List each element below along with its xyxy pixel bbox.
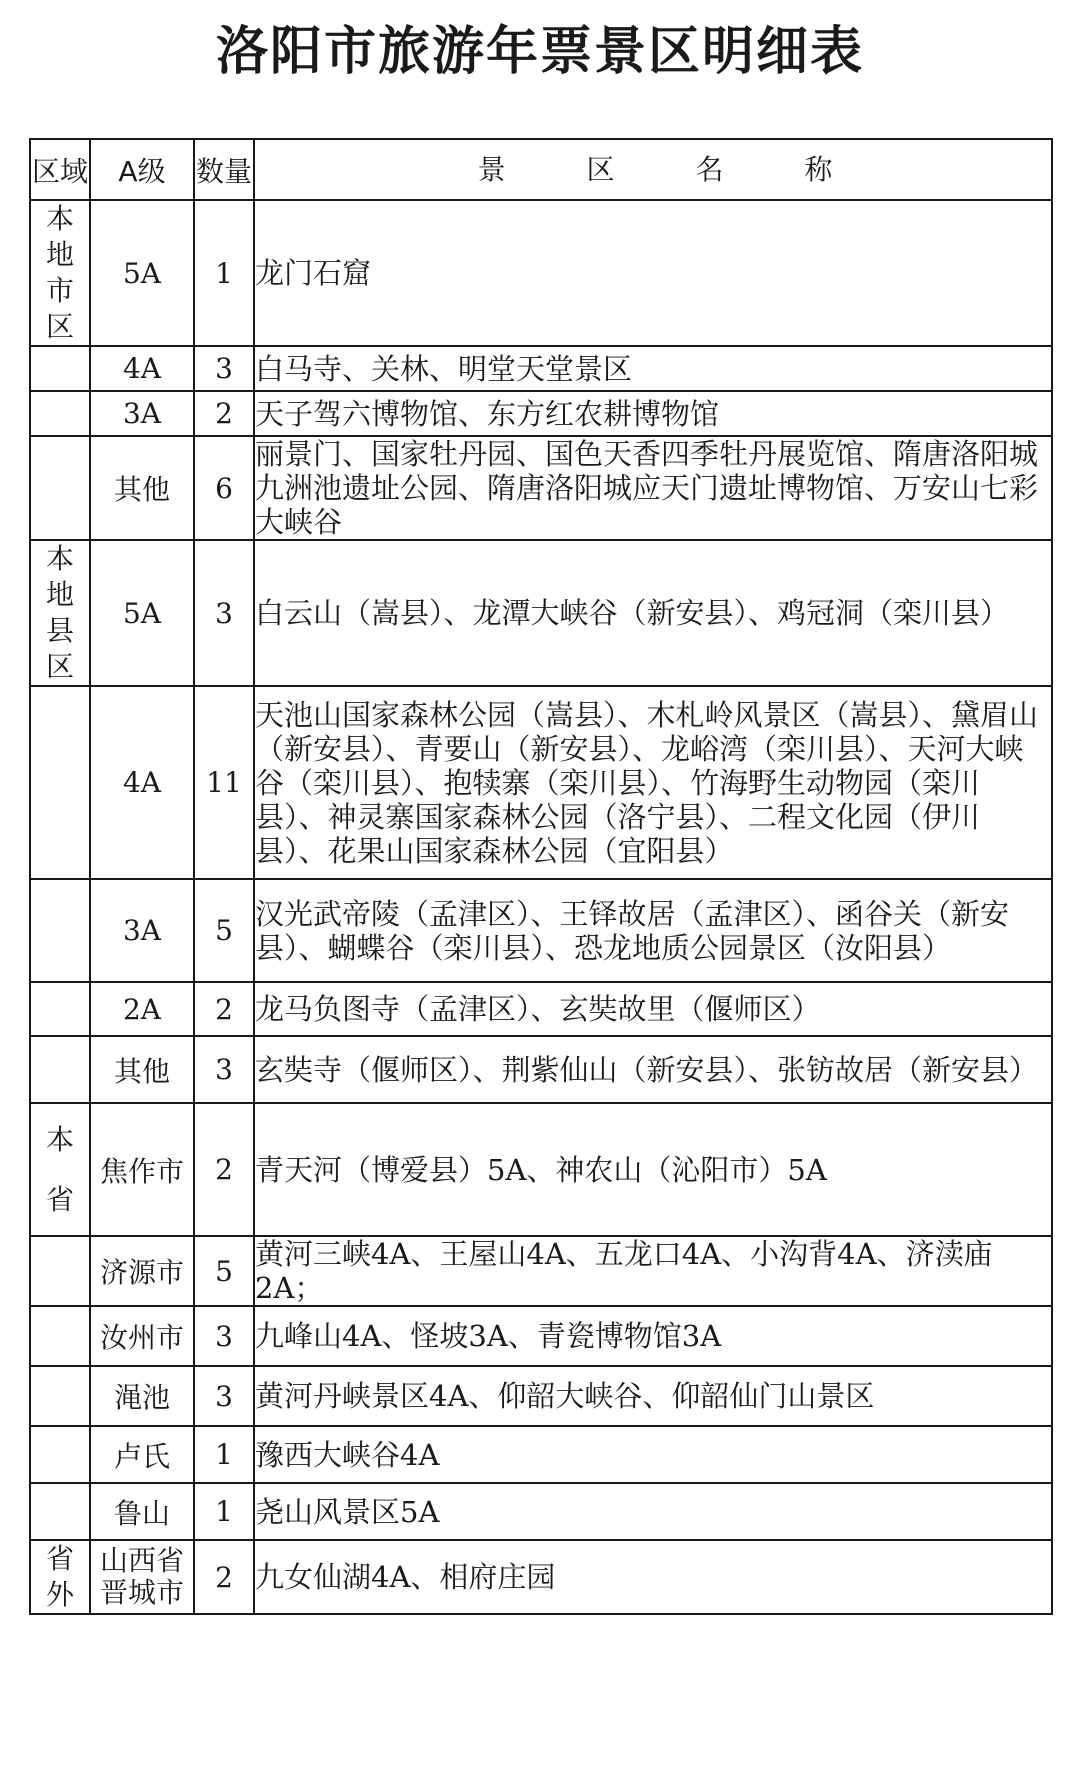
table-row <box>30 1366 1052 1426</box>
region-cell <box>30 1540 90 1614</box>
name-cell: 龙马负图寺（孟津区）、玄奘故里（偃师区） <box>254 982 1052 1036</box>
count-cell: 3 <box>194 1366 254 1426</box>
table-row <box>30 1103 1052 1236</box>
name-cell: 丽景门、国家牡丹园、国色天香四季牡丹展览馆、隋唐洛阳城九洲池遗址公园、隋唐洛阳城应天门遗址博物馆、万安山七彩大峡谷 <box>254 436 1052 540</box>
scenic-spot-table <box>29 138 1053 1615</box>
level-cell: 4A <box>90 346 194 391</box>
table-row <box>30 1540 1052 1614</box>
region-label: 本省 <box>45 1122 74 1216</box>
level-cell <box>90 1540 194 1614</box>
table-row <box>30 1483 1052 1540</box>
name-cell: 天子驾六博物馆、东方红农耕博物馆 <box>254 391 1052 436</box>
region-cell <box>30 1483 90 1540</box>
region-cell <box>30 1366 90 1426</box>
region-label: 本地市区 <box>45 202 74 343</box>
name-cell: 白马寺、关林、明堂天堂景区 <box>254 346 1052 391</box>
level-cell: 2A <box>90 982 194 1036</box>
table-row <box>30 200 1052 346</box>
count-cell: 11 <box>194 686 254 879</box>
count-cell: 1 <box>194 1483 254 1540</box>
count-cell: 2 <box>194 391 254 436</box>
name-cell: 九峰山4A、怪坡3A、青瓷博物馆3A <box>254 1306 1052 1366</box>
level-label: 山西省晋城市 <box>99 1544 184 1609</box>
name-cell: 尧山风景区5A <box>254 1483 1052 1540</box>
level-cell: 渑池 <box>90 1366 194 1426</box>
region-cell <box>30 346 90 391</box>
table-row <box>30 1036 1052 1103</box>
count-cell: 1 <box>194 200 254 346</box>
header-level: A级 <box>90 139 194 200</box>
level-cell: 4A <box>90 686 194 879</box>
count-cell: 3 <box>194 346 254 391</box>
table-row <box>30 1306 1052 1366</box>
region-cell <box>30 1306 90 1366</box>
name-cell: 豫西大峡谷4A <box>254 1426 1052 1483</box>
name-cell: 龙门石窟 <box>254 200 1052 346</box>
table-row <box>30 686 1052 879</box>
level-cell: 济源市 <box>90 1236 194 1306</box>
region-cell <box>30 200 90 346</box>
level-cell: 3A <box>90 391 194 436</box>
count-cell: 1 <box>194 1426 254 1483</box>
name-cell: 黄河丹峡景区4A、仰韶大峡谷、仰韶仙门山景区 <box>254 1366 1052 1426</box>
name-cell: 天池山国家森林公园（嵩县）、木札岭风景区（嵩县）、黛眉山（新安县）、青要山（新安县）、龙峪湾（栾川县）、天河大峡谷（栾川县）、抱犊寨（栾川县）、竹海野生动物园（栾川县）、神灵寨国家森林公园（洛宁县）、二程文化园（伊川县）、花果山国家森林公园（宜阳县） <box>254 686 1052 879</box>
count-cell: 3 <box>194 540 254 686</box>
region-cell <box>30 686 90 879</box>
region-cell <box>30 1036 90 1103</box>
table-row <box>30 1426 1052 1483</box>
count-cell: 3 <box>194 1036 254 1103</box>
count-cell: 5 <box>194 1236 254 1306</box>
table-row <box>30 346 1052 391</box>
level-cell: 5A <box>90 540 194 686</box>
header-count: 数量 <box>194 139 254 200</box>
level-cell: 其他 <box>90 436 194 540</box>
table-row <box>30 1236 1052 1306</box>
table-row <box>30 391 1052 436</box>
level-cell: 3A <box>90 879 194 982</box>
table-row <box>30 879 1052 982</box>
level-cell: 焦作市 <box>90 1103 194 1236</box>
table-row <box>30 982 1052 1036</box>
count-cell: 3 <box>194 1306 254 1366</box>
name-cell: 九女仙湖4A、相府庄园 <box>254 1540 1052 1614</box>
name-cell: 白云山（嵩县）、龙潭大峡谷（新安县）、鸡冠洞（栾川县） <box>254 540 1052 686</box>
region-label: 省外 <box>45 1542 74 1611</box>
region-cell <box>30 879 90 982</box>
count-cell: 2 <box>194 982 254 1036</box>
region-cell <box>30 1236 90 1306</box>
level-cell: 汝州市 <box>90 1306 194 1366</box>
level-cell: 5A <box>90 200 194 346</box>
name-cell: 黄河三峡4A、王屋山4A、五龙口4A、小沟背4A、济渎庙2A； <box>254 1236 1052 1306</box>
name-cell: 汉光武帝陵（孟津区）、王铎故居（孟津区）、函谷关（新安县）、蝴蝶谷（栾川县）、恐龙地质公园景区（汝阳县） <box>254 879 1052 982</box>
level-cell: 其他 <box>90 1036 194 1103</box>
table-row <box>30 436 1052 540</box>
region-cell <box>30 1426 90 1483</box>
page-title: 洛阳市旅游年票景区明细表 <box>215 22 864 82</box>
count-cell: 6 <box>194 436 254 540</box>
table-row <box>30 540 1052 686</box>
name-cell: 青天河（博爱县）5A、神农山（沁阳市）5A <box>254 1103 1052 1236</box>
level-cell: 卢氏 <box>90 1426 194 1483</box>
count-cell: 2 <box>194 1540 254 1614</box>
table-header-row <box>30 139 1052 200</box>
region-cell <box>30 436 90 540</box>
header-region: 区域 <box>30 139 90 200</box>
count-cell: 5 <box>194 879 254 982</box>
header-name: 景 区 名 称 <box>254 139 1052 200</box>
region-label: 本地县区 <box>45 542 74 683</box>
region-cell <box>30 982 90 1036</box>
name-cell: 玄奘寺（偃师区）、荆紫仙山（新安县）、张钫故居（新安县） <box>254 1036 1052 1103</box>
level-cell: 鲁山 <box>90 1483 194 1540</box>
count-cell: 2 <box>194 1103 254 1236</box>
region-cell <box>30 391 90 436</box>
region-cell <box>30 1103 90 1236</box>
region-cell <box>30 540 90 686</box>
